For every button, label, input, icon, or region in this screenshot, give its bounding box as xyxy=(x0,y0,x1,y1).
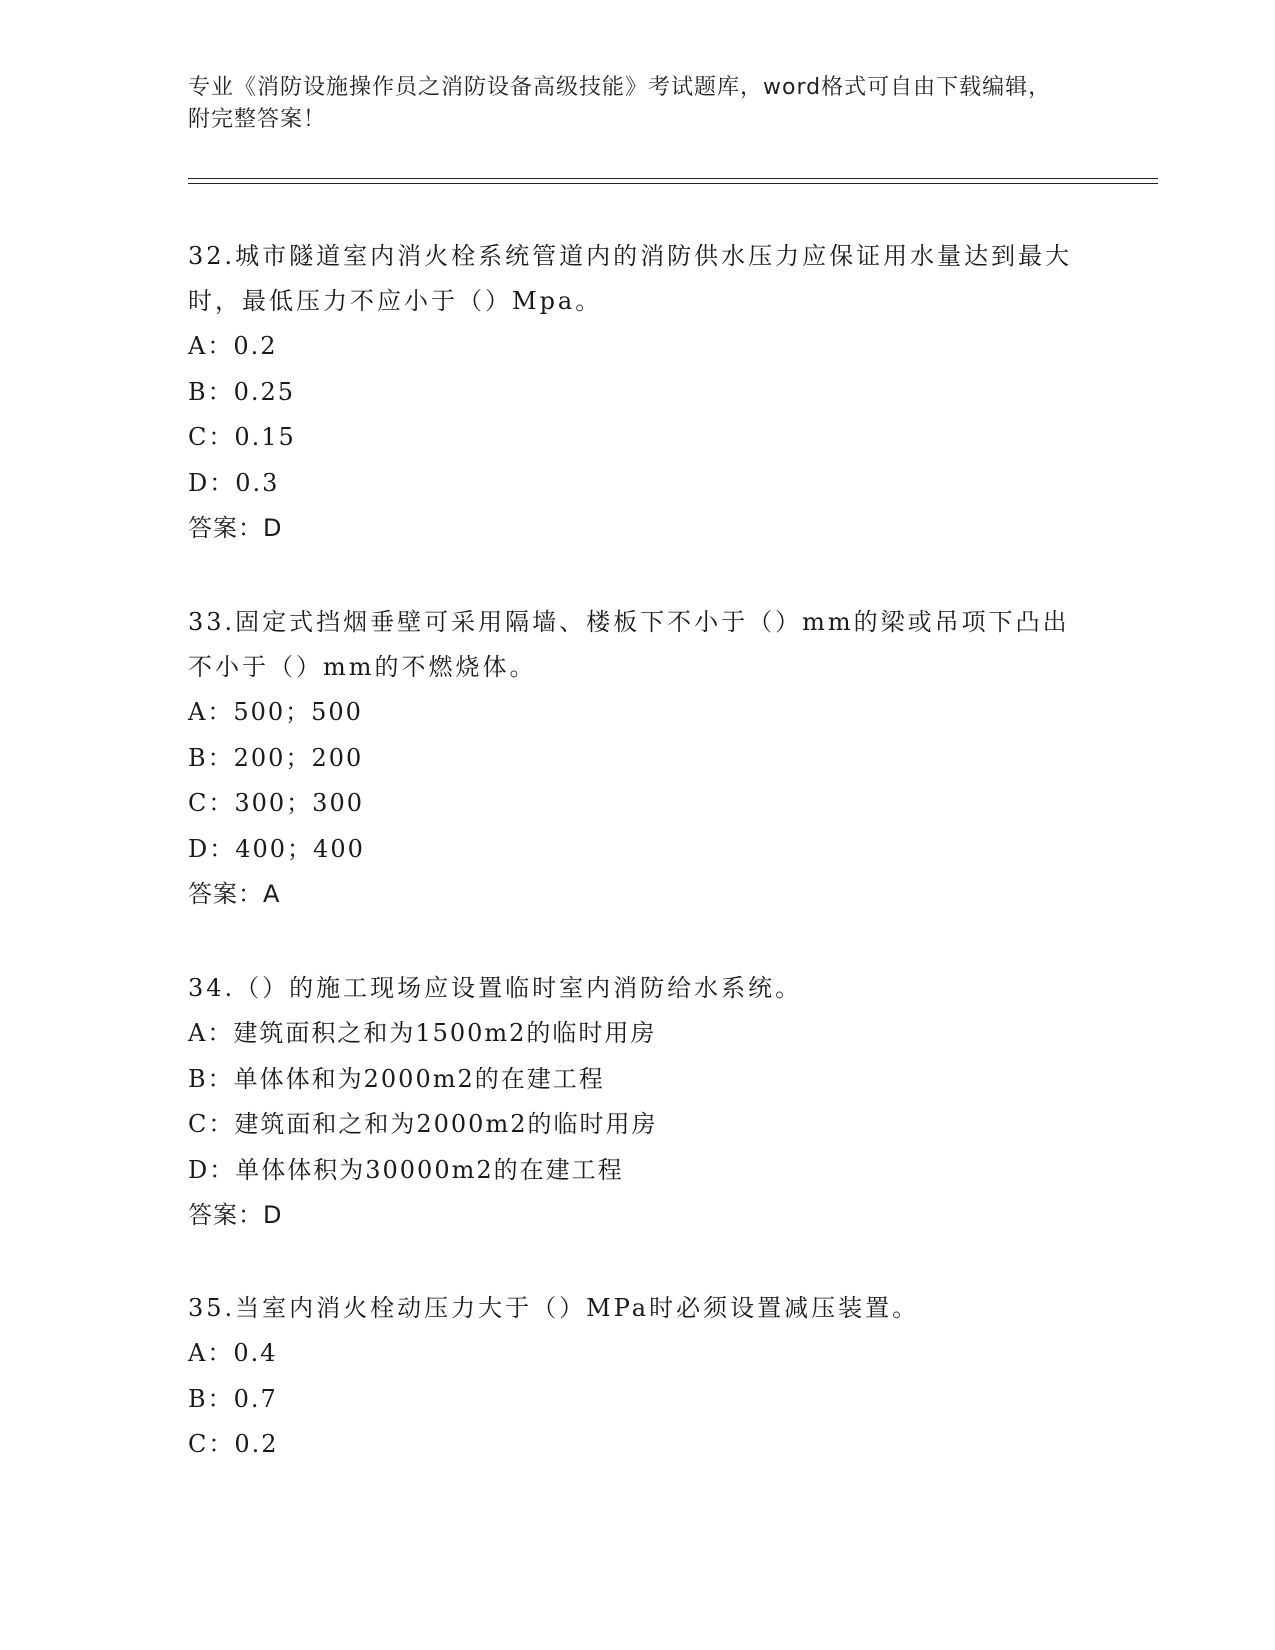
option-c: C：0.2 xyxy=(188,1430,279,1458)
document-header xyxy=(188,72,1068,136)
header-rule-bottom xyxy=(188,183,1158,184)
header-text: 专业《消防设施操作员之消防设备高级技能》考试题库，word格式可自由下载编辑，附完整答案！ xyxy=(188,75,1052,132)
answer: 答案：A xyxy=(188,880,281,908)
option-a: A：建筑面积之和为1500m2的临时用房 xyxy=(188,1019,657,1047)
option-d: D：单体体积为30000m2的在建工程 xyxy=(188,1155,624,1184)
option-b: B：200；200 xyxy=(188,743,364,772)
question-stem: 32.城市隧道室内消火栓系统管道内的消防供水压力应保证用水量达到最大时，最低压力不应小于（）Mpa。 xyxy=(188,242,1073,315)
answer: 答案：D xyxy=(188,1201,283,1229)
option-d: D：0.3 xyxy=(188,468,280,497)
option-a: A：0.2 xyxy=(188,332,278,360)
option-d: D：400；400 xyxy=(188,834,365,863)
question-stem: 34.（）的施工现场应设置临时室内消防给水系统。 xyxy=(188,974,803,1002)
question-32 xyxy=(188,234,1088,551)
answer: 答案：D xyxy=(188,514,283,542)
question-35 xyxy=(188,1286,1088,1468)
option-b: B：0.7 xyxy=(188,1384,278,1413)
question-33 xyxy=(188,600,1088,917)
option-b: B：单体体和为2000m2的在建工程 xyxy=(188,1064,605,1093)
option-c: C：300；300 xyxy=(188,789,364,817)
option-b: B：0.25 xyxy=(188,377,296,406)
question-34 xyxy=(188,966,1088,1238)
option-a: A：0.4 xyxy=(188,1339,278,1367)
header-rule-top xyxy=(188,178,1158,179)
option-a: A：500；500 xyxy=(188,698,363,726)
question-stem: 35.当室内消火栓动压力大于（）MPa时必须设置减压装置。 xyxy=(188,1294,920,1322)
option-c: C：0.15 xyxy=(188,423,296,451)
option-c: C：建筑面和之和为2000m2的临时用房 xyxy=(188,1110,658,1138)
question-stem: 33.固定式挡烟垂壁可采用隔墙、楼板下不小于（）mm的梁或吊项下凸出不小于（）mm的不燃烧体。 xyxy=(188,608,1070,681)
